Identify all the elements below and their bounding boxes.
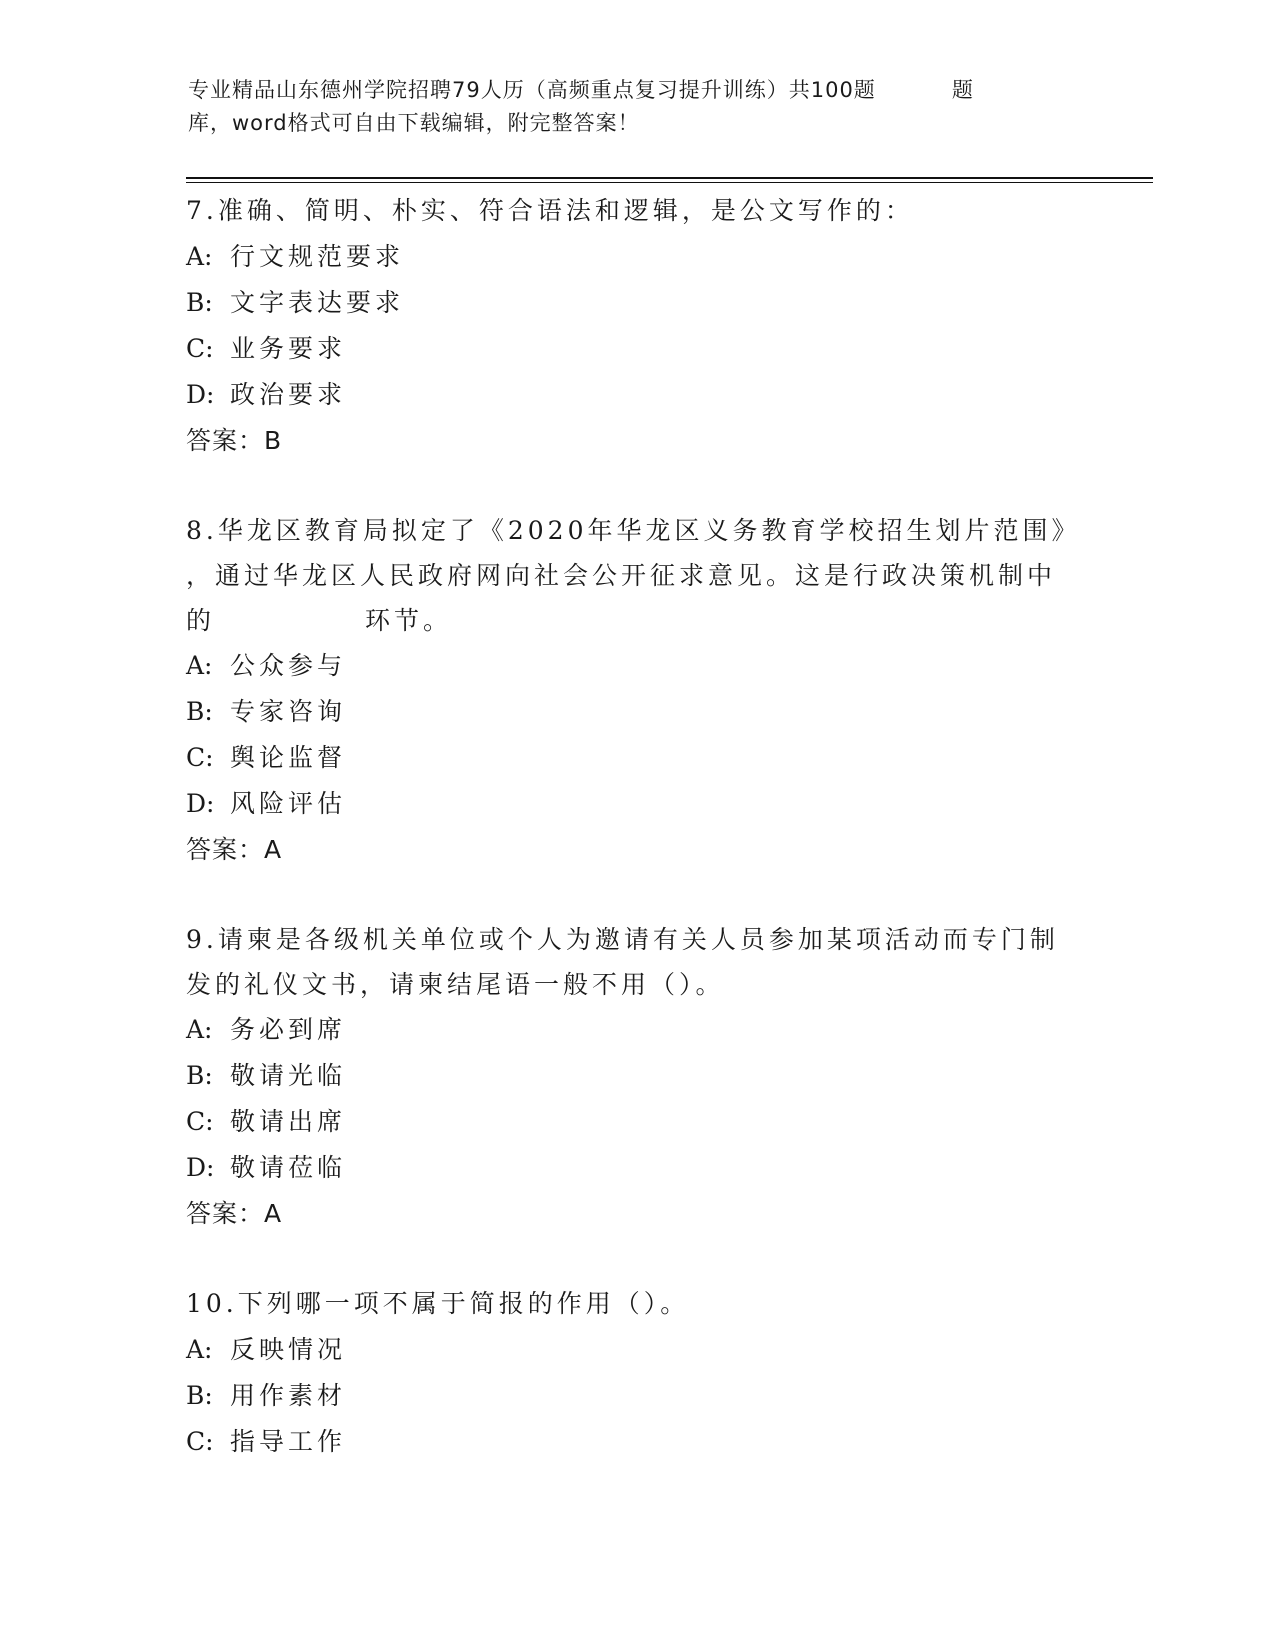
option-b [186,1373,1086,1419]
option-a [186,234,1086,280]
option-letter: B: [186,288,213,317]
option-letter: A: [186,1335,213,1364]
option-letter: A: [186,242,213,271]
option-b [186,280,1086,326]
question-stem: 7.准确、简明、朴实、符合语法和逻辑，是公文写作的： [186,196,914,225]
option-letter: C: [186,1107,214,1136]
option-c [186,326,1086,372]
option-letter: D: [186,1153,215,1182]
option-c [186,1419,1086,1465]
option-b [186,689,1086,735]
option-b [186,1053,1086,1099]
option-text: 行文规范要求 [230,242,405,271]
option-text: 敬请莅临 [230,1153,347,1182]
header-divider-thick [186,177,1153,179]
answer-label: 答案：A [186,1199,283,1228]
question-stem: 9.请柬是各级机关单位或个人为邀请有关人员参加某项活动而专门制 [186,925,1059,954]
option-text: 用作素材 [230,1381,347,1410]
option-text: 反映情况 [230,1335,347,1364]
answer-label: 答案：B [186,426,283,455]
question-stem: ，通过华龙区人民政府网向社会公开征求意见。这是行政决策机制中 [186,561,1057,590]
question-stem: 发的礼仪文书，请柬结尾语一般不用（）。 [186,970,725,999]
option-d [186,781,1086,827]
option-letter: C: [186,743,214,772]
option-letter: C: [186,334,214,363]
question-9 [186,917,1086,1237]
option-c [186,1099,1086,1145]
option-letter: D: [186,380,215,409]
option-a [186,1327,1086,1373]
question-7 [186,188,1086,464]
option-a [186,643,1086,689]
stem-text: 的 [186,606,216,635]
option-text: 专家咨询 [230,697,347,726]
option-letter: D: [186,789,215,818]
option-letter: B: [186,697,213,726]
question-stem: 10.下列哪一项不属于简报的作用（）。 [186,1289,690,1318]
option-letter: B: [186,1061,213,1090]
option-text: 指导工作 [230,1427,347,1456]
option-text: 业务要求 [230,334,347,363]
header-title: 专业精品山东德州学院招聘79人历（高频重点复习提升训练）共100题 [188,78,876,102]
stem-text: 环节。 [365,606,453,635]
question-stem-blank-line [186,598,1086,643]
option-text: 政治要求 [230,380,347,409]
question-10 [186,1281,1086,1465]
option-text: 敬请出席 [230,1107,347,1136]
header-title-wrap: 题 [951,78,974,102]
option-d [186,1145,1086,1191]
question-list [186,188,1086,1465]
header-subtitle: 库，word格式可自由下载编辑，附完整答案！ [188,111,640,135]
header-divider-thin [186,182,1153,183]
answer-label: 答案：A [186,835,283,864]
option-letter: A: [186,1015,213,1044]
header-line-1 [188,74,1088,107]
option-text: 务必到席 [230,1015,347,1044]
document-header [188,74,1088,140]
header-line-2 [188,107,1088,140]
question-stem: 8.华龙区教育局拟定了《2020年华龙区义务教育学校招生划片范围》 [186,516,1081,545]
option-letter: B: [186,1381,213,1410]
option-c [186,735,1086,781]
option-d [186,372,1086,418]
option-letter: C: [186,1427,214,1456]
option-text: 敬请光临 [230,1061,347,1090]
option-a [186,1007,1086,1053]
option-text: 公众参与 [230,651,347,680]
option-text: 文字表达要求 [230,288,405,317]
option-text: 舆论监督 [230,743,347,772]
question-8 [186,508,1086,873]
option-text: 风险评估 [230,789,347,818]
option-letter: A: [186,651,213,680]
